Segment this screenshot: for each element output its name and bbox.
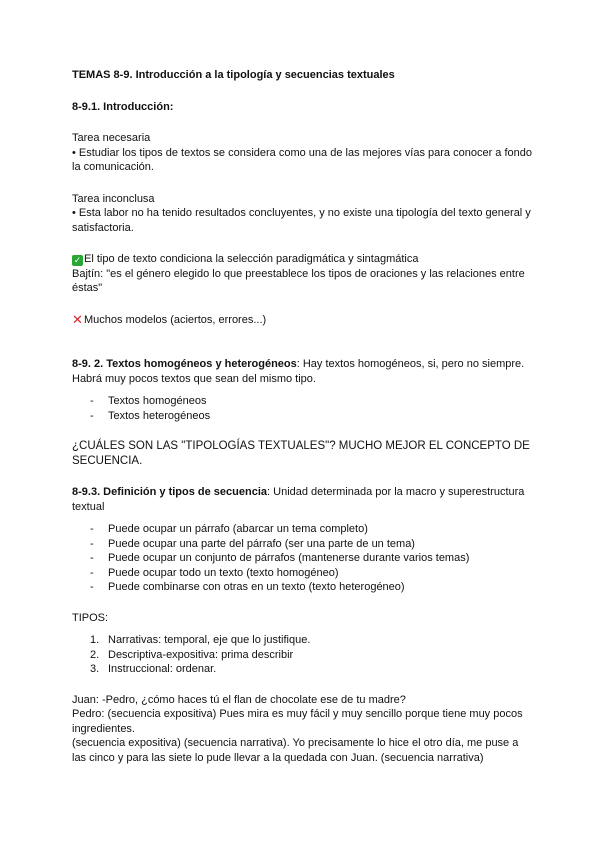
tipos-list <box>72 633 532 677</box>
list-item: - Puede ocupar una parte del párrafo (ser una parte de un tema) <box>90 537 415 550</box>
list-item: 3. Instruccional: ordenar. <box>90 663 217 675</box>
tarea-necesaria-text: • Estudiar los tipos de textos se considera como una de las mejores vías para conocer a fondo la comunicación. <box>72 146 532 173</box>
dialogue-line-sequences: (secuencia expositiva) (secuencia narrativa). Yo precisamente lo hice el otro día, me puse a las cinco y para las siete lo pude llevar a la quedada con Juan. (secuencia narrativa) <box>72 737 519 764</box>
list-item: - Puede combinarse con otras en un texto (texto heterogéneo) <box>90 581 405 593</box>
check-line <box>72 252 532 267</box>
list-item: 2. Descriptiva-expositiva: prima describir <box>90 648 294 661</box>
cross-line-text: Muchos modelos (aciertos, errores...) <box>84 313 267 326</box>
section-1-heading: 8-9.1. Introducción: <box>72 100 174 113</box>
document-title: TEMAS 8-9. Introducción a la tipología y secuencias textuales <box>72 69 395 81</box>
section-3-text: : Unidad determinada por la macro y superestructura textual <box>72 486 525 513</box>
tarea-necesaria-label: Tarea necesaria <box>72 132 151 144</box>
list-item: - Textos heterogéneos <box>90 409 211 422</box>
tarea-inconclusa-label: Tarea inconclusa <box>72 192 155 205</box>
section-2-paragraph <box>72 357 532 386</box>
list-item: - Puede ocupar un conjunto de párrafos (mantenerse durante varios temas) <box>90 552 470 564</box>
section-2-heading: 8-9. 2. Textos homogéneos y heterogéneos <box>72 358 297 370</box>
dialogue-line-pedro: Pedro: (secuencia expositiva) Pues mira es muy fácil y muy sencillo porque tiene muy pocos ingredientes. <box>72 708 523 735</box>
section-3-heading: 8-9.3. Definición y tipos de secuencia <box>72 486 268 498</box>
document-page <box>72 68 532 765</box>
section-3-list <box>72 522 532 595</box>
tipos-label: TIPOS: <box>72 611 109 624</box>
bajtin-quote: Bajtín: "es el género elegido lo que preestablece los tipos de oraciones y las relaciones entre éstas" <box>72 267 525 294</box>
cross-mark-icon: ✕ <box>72 311 83 327</box>
section-2-text: : Hay textos homogéneos, si, pero no siempre. Habrá muy pocos textos que sean del mismo tipo. <box>72 358 525 385</box>
dialogue-line-juan: Juan: -Pedro, ¿cómo haces tú el flan de chocolate ese de tu madre? <box>72 693 406 706</box>
tipologias-question: ¿CUÁLES SON LAS "TIPOLOGÍAS TEXTUALES"? MUCHO MEJOR EL CONCEPTO DE SECUENCIA. <box>72 440 530 467</box>
section-3-paragraph <box>72 485 532 514</box>
list-item: - Textos homogéneos <box>90 395 207 407</box>
list-item: 1. Narrativas: temporal, eje que lo justifique. <box>90 634 311 646</box>
check-line-text: El tipo de texto condiciona la selección paradigmática y sintagmática <box>84 253 419 265</box>
section-2-list <box>72 394 532 423</box>
list-item: - Puede ocupar todo un texto (texto homogéneo) <box>90 566 339 579</box>
list-item: - Puede ocupar un párrafo (abarcar un tema completo) <box>90 523 368 535</box>
tarea-inconclusa-text: • Esta labor no ha tenido resultados concluyentes, y no existe una tipología del texto general y satisfactoria. <box>72 207 531 234</box>
cross-line <box>72 313 532 328</box>
check-mark-icon: ✓ <box>73 255 82 265</box>
